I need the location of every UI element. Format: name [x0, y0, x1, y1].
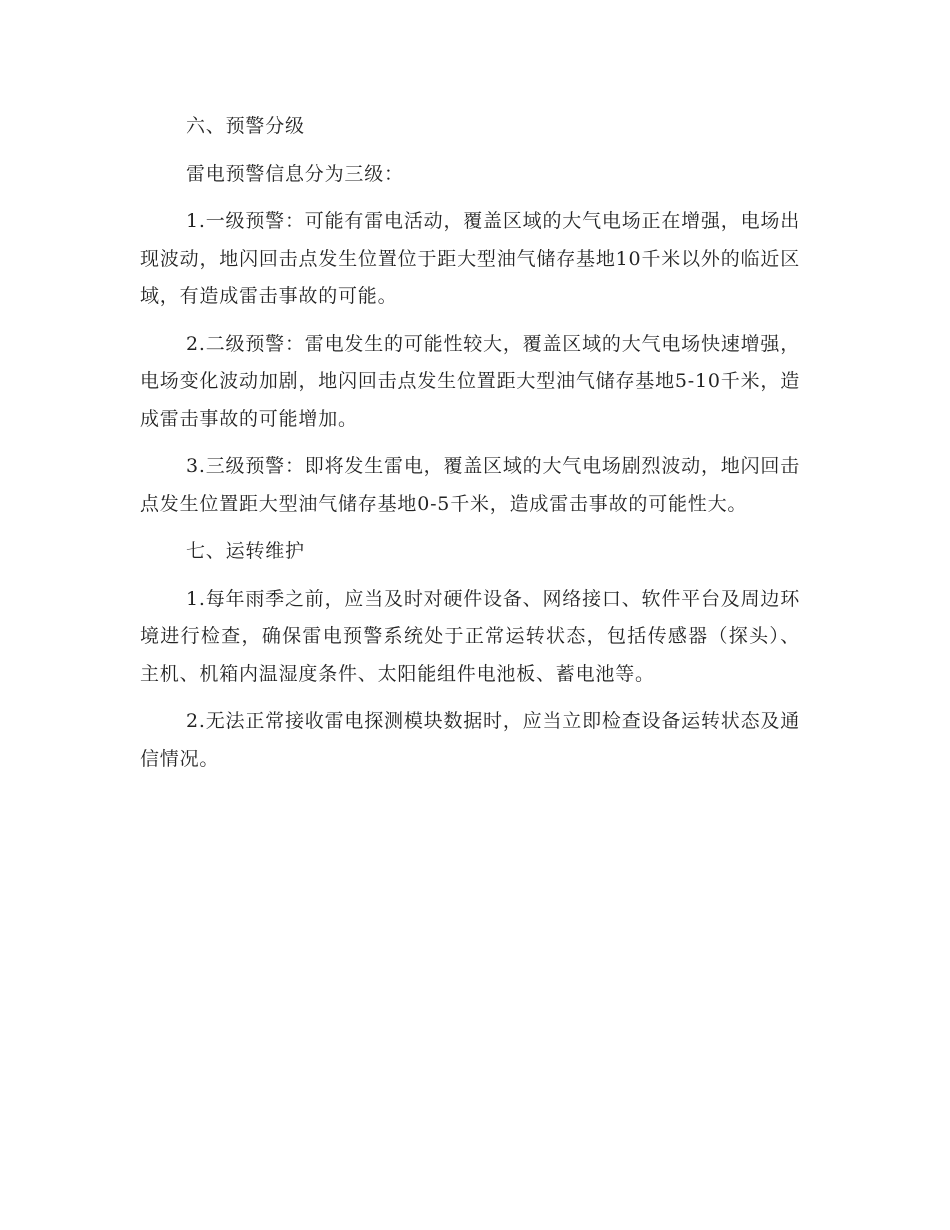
- warning-level-2: 2.二级预警：雷电发生的可能性较大，覆盖区域的大气电场快速增强，电场变化波动加剧，地闪回击点发生位置距大型油气储存基地5-10千米，造成雷击事故的可能增加。: [140, 332, 800, 430]
- document-body: [140, 108, 800, 788]
- warning-level-1: 1.一级预警：可能有雷电活动，覆盖区域的大气电场正在增强，电场出现波动，地闪回击点发生位置位于距大型油气储存基地10千米以外的临近区域，有造成雷击事故的可能。: [140, 210, 800, 307]
- warning-level-3: 3.三级预警：即将发生雷电，覆盖区域的大气电场剧烈波动，地闪回击点发生位置距大型油气储存基地0-5千米，造成雷击事故的可能性大。: [140, 455, 800, 515]
- section-heading-warning-levels: 六、预警分级: [186, 115, 305, 137]
- section-heading-maintenance: 七、运转维护: [186, 540, 305, 562]
- section-intro: 雷电预警信息分为三级：: [186, 162, 404, 185]
- maintenance-item-1: 1.每年雨季之前，应当及时对硬件设备、网络接口、软件平台及周边环境进行检查，确保雷电预警系统处于正常运转状态，包括传感器（探头）、主机、机箱内温湿度条件、太阳能组件电池板、蓄电池等。: [140, 587, 800, 685]
- maintenance-item-2: 2.无法正常接收雷电探测模块数据时，应当立即检查设备运转状态及通信情况。: [140, 710, 800, 770]
